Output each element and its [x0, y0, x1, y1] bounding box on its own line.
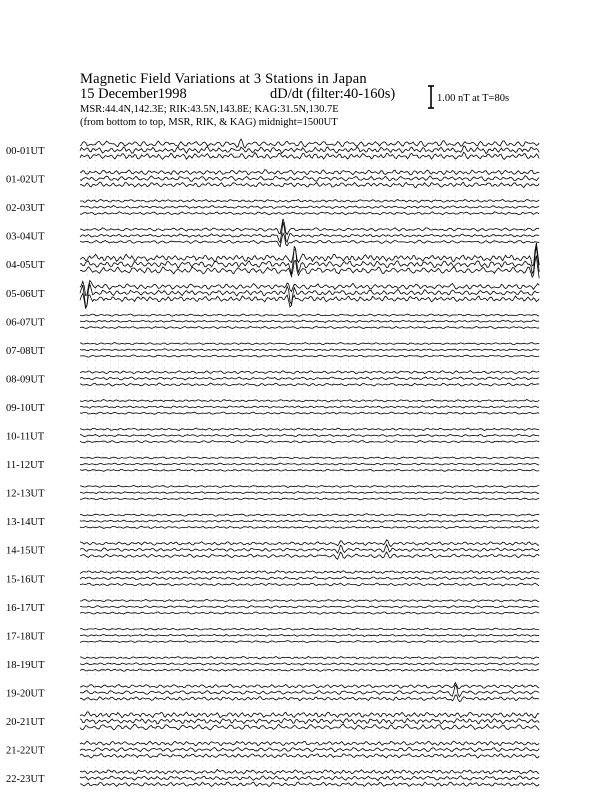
- trace-rik: [80, 520, 539, 522]
- row-05-06UT: [6, 281, 539, 309]
- trace-rik: [80, 206, 539, 209]
- trace-msr: [80, 383, 539, 386]
- trace-rik: [80, 146, 539, 154]
- hour-label: 03-04UT: [6, 231, 45, 243]
- scale-bar: [428, 86, 434, 108]
- hour-label: 01-02UT: [6, 174, 45, 186]
- row-16-17UT: [6, 596, 539, 618]
- row-15-16UT: [6, 567, 539, 589]
- filter-mode: dD/dt (filter:40-160s): [270, 86, 396, 102]
- row-09-10UT: [6, 396, 539, 418]
- row-20-21UT: [6, 710, 539, 732]
- chart-title: Magnetic Field Variations at 3 Stations in Japan: [80, 71, 367, 87]
- hour-label: 20-21UT: [6, 717, 45, 728]
- row-12-13UT: [6, 482, 539, 504]
- hour-label: 14-15UT: [6, 545, 45, 557]
- trace-msr: [80, 754, 539, 759]
- hour-label: 12-13UT: [6, 488, 45, 500]
- scale-label: 1.00 nT at T=80s: [437, 93, 510, 104]
- trace-rik: [80, 492, 539, 494]
- station-order-note: (from bottom to top, MSR, RIK, & KAG) midnight=1500UT: [80, 117, 338, 128]
- hour-label: 11-12UT: [6, 460, 45, 472]
- hour-label: 10-11UT: [6, 431, 45, 443]
- trace-kag: [80, 770, 539, 775]
- trace-kag: [80, 170, 539, 175]
- trace-msr: [80, 669, 539, 671]
- row-18-19UT: [6, 653, 539, 675]
- row-03-04UT: [6, 219, 539, 247]
- row-04-05UT: [6, 243, 539, 278]
- hour-label: 19-20UT: [6, 688, 45, 700]
- trace-rik: [80, 320, 539, 323]
- station-coordinates: MSR:44.4N,142.3E; RIK:43.5N,143.8E; KAG:31.5N,130.7E: [80, 104, 339, 115]
- hour-label: 13-14UT: [6, 517, 45, 529]
- trace-rik: [80, 663, 539, 666]
- row-11-12UT: [6, 453, 539, 475]
- hour-label: 22-23UT: [6, 774, 45, 786]
- trace-msr: [80, 782, 539, 787]
- trace-msr: [80, 182, 539, 187]
- row-14-15UT: [6, 539, 539, 561]
- trace-rik: [80, 606, 539, 608]
- hour-label: 15-16UT: [6, 574, 45, 586]
- trace-kag: [80, 683, 539, 689]
- row-02-03UT: [6, 196, 539, 218]
- trace-msr: [80, 641, 539, 643]
- row-22-23UT: [6, 767, 539, 789]
- row-10-11UT: [6, 425, 539, 447]
- row-19-20UT: [6, 681, 539, 703]
- trace-rik: [80, 577, 539, 580]
- chart-date: 15 December1998: [80, 86, 187, 102]
- trace-kag: [80, 741, 539, 746]
- hour-label: 07-08UT: [6, 345, 45, 357]
- trace-kag: [80, 485, 539, 487]
- hour-label: 21-22UT: [6, 745, 45, 757]
- hour-label: 08-09UT: [6, 374, 45, 386]
- hour-label: 06-07UT: [6, 317, 45, 329]
- trace-msr: [80, 293, 539, 308]
- row-00-01UT: [6, 139, 539, 161]
- hour-label: 05-06UT: [6, 288, 45, 300]
- row-08-09UT: [6, 367, 539, 389]
- trace-kag: [80, 628, 539, 630]
- row-06-07UT: [6, 310, 539, 332]
- trace-kag: [80, 343, 539, 345]
- hour-label: 04-05UT: [6, 260, 45, 272]
- row-01-02UT: [6, 168, 539, 190]
- hour-label: 09-10UT: [6, 402, 45, 414]
- row-13-14UT: [6, 510, 539, 532]
- row-21-22UT: [6, 739, 539, 761]
- hour-label: 02-03UT: [6, 203, 45, 215]
- hour-label: 00-01UT: [6, 146, 45, 157]
- hour-label: 18-19UT: [6, 659, 45, 671]
- trace-kag: [80, 540, 539, 547]
- trace-rik: [80, 176, 539, 182]
- hour-label: 17-18UT: [6, 631, 45, 643]
- trace-rik: [80, 634, 539, 636]
- row-07-08UT: [6, 339, 539, 361]
- row-17-18UT: [6, 624, 539, 646]
- trace-rik: [80, 463, 539, 465]
- hour-label: 16-17UT: [6, 602, 45, 614]
- trace-kag: [80, 571, 539, 574]
